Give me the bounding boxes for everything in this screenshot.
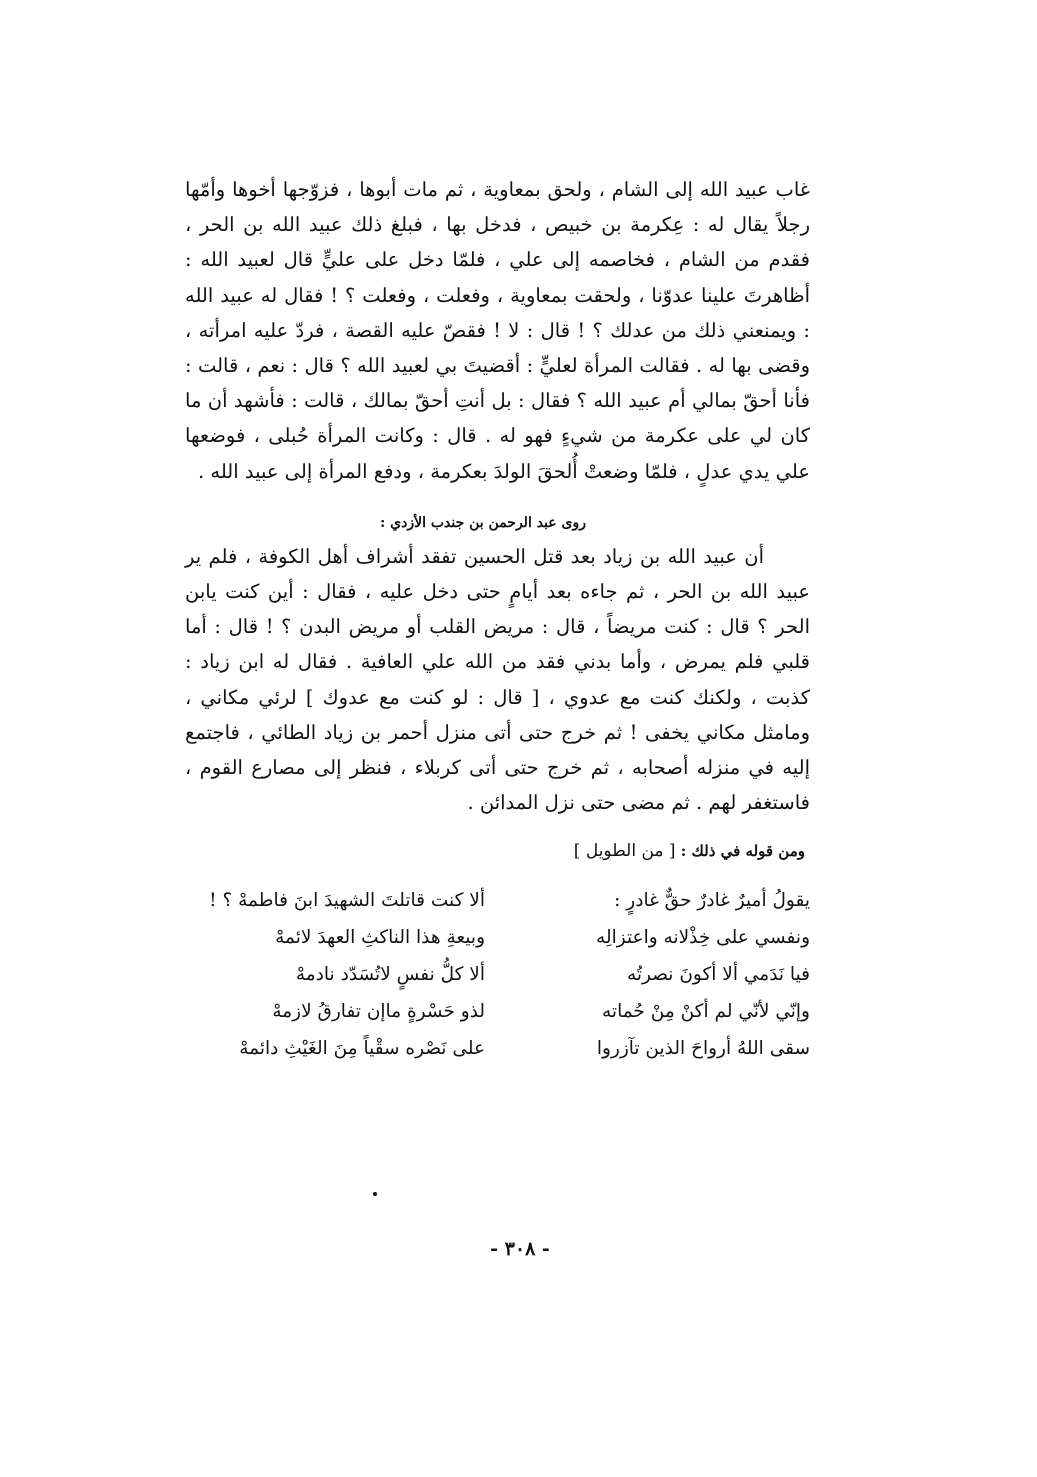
paragraph-top: غاب عبيد الله إلى الشام ، ولحق بمعاوية ، ثم مات أبوها ، فزوّجها أخوها وأمّها رجلاً يقال له : عِكرمة بن خبيص ، فدخل بها ، فبلغ ذلك عبيد الله بن الحر ، فقدم من الشام ، فخاصمه إلى علي ، فلمّا دخل على عليٍّ قال لعبيد الله : أظاهرتَ علينا عدوّنا ، ولحقت بمعاوية ، وفعلت ، وفعلت ؟ ! فقال له عبيد الله : ويمنعني ذلك من عدلك ؟ ! قال : لا ! فقصّ عليه القصة ، فردّ عليه امرأته ، وقضى بها له . فقالت المرأة لعليٍّ : أقضيتَ بي لعبيد الله ؟ قال : نعم ، قالت : فأنا أحقّ بمالي أم عبيد الله ؟ فقال : بل أنتِ أحقّ بمالك ، قالت : فأشهد أن ما كان لي على عكرمة من شيءٍ فهو له . قال : وكانت المرأة حُبلى ، فوضعها علي يدي عدلٍ ، فلمّا وضعتْ أُلحقَ الولدَ بعكرمة ، ودفع المرأة إلى عبيد الله . <box>185 178 810 483</box>
poem <box>185 882 810 1067</box>
verse-heading <box>185 838 805 864</box>
verse-line <box>185 1030 810 1067</box>
verse-second-hemistich: على نَصْره سقْياً مِنَ الغَيْثِ دائمهْ <box>239 1038 485 1060</box>
stray-dot <box>373 1192 377 1196</box>
verse-first-hemistich: ونفسي على خِذْلانه واعتزالِه <box>596 927 810 949</box>
verse-heading-text: ومن قوله في ذلك : <box>680 842 805 861</box>
verse-second-hemistich: ألا كلُّ نفسٍ لاتُسَدّد نادمهْ <box>295 964 485 986</box>
verse-first-hemistich: وإنّي لأنّي لم أكنْ مِنْ حُماته <box>602 1001 810 1023</box>
verse-first-hemistich: سقى اللهُ أرواحَ الذين تآزروا <box>596 1038 810 1060</box>
page-body <box>185 172 810 1067</box>
verse-second-hemistich: ألا كنت قاتلتَ الشهيدَ ابنَ فاطمهْ ؟ ! <box>209 890 485 912</box>
page-number: - ٣٠٨ - <box>490 1238 550 1260</box>
verse-first-hemistich: يقولُ أميرٌ غادرٌ حقٌّ غادرٍ : <box>614 890 810 912</box>
verse-meter: [ من الطويل ] <box>573 841 676 862</box>
verse-line <box>185 993 810 1030</box>
verse-line <box>185 956 810 993</box>
narration-heading: روى عبد الرحمن بن جندب الأزدي : <box>380 514 586 531</box>
verse-first-hemistich: فيا نَدَمي ألا أكونَ نصرتُه <box>626 964 810 986</box>
verse-line <box>185 882 810 919</box>
verse-line <box>185 919 810 956</box>
paragraph-middle: أن عبيد الله بن زياد بعد قتل الحسين تفقد أشراف أهل الكوفة ، فلم ير عبيد الله بن الحر ، ثم جاءه بعد أيامٍ حتى دخل عليه ، فقال : أين كنت يابن الحر ؟ قال : كنت مريضاً ، قال : مريض القلب أو مريض البدن ؟ ! قال : أما قلبي فلم يمرض ، وأما بدني فقد من الله علي العافية . فقال له ابن زياد : كذبت ، ولكنك كنت مع عدوي ، [ قال : لو كنت مع عدوك ] لرئي مكاني ، ومامثل مكاني يخفى ! ثم خرج حتى أتى منزل أحمر بن زياد الطائي ، فاجتمع إليه في منزله أصحابه ، ثم خرج حتى أتى كربلاء ، فنظر إلى مصارع القوم ، فاستغفر لهم . ثم مضى حتى نزل المدائن . <box>185 544 810 815</box>
verse-second-hemistich: لذو حَسْرةٍ ماإن تفارقُ لازمهْ <box>272 1001 485 1023</box>
verse-second-hemistich: وبيعةِ هذا الناكثِ العهدَ لائمهْ <box>275 927 485 949</box>
